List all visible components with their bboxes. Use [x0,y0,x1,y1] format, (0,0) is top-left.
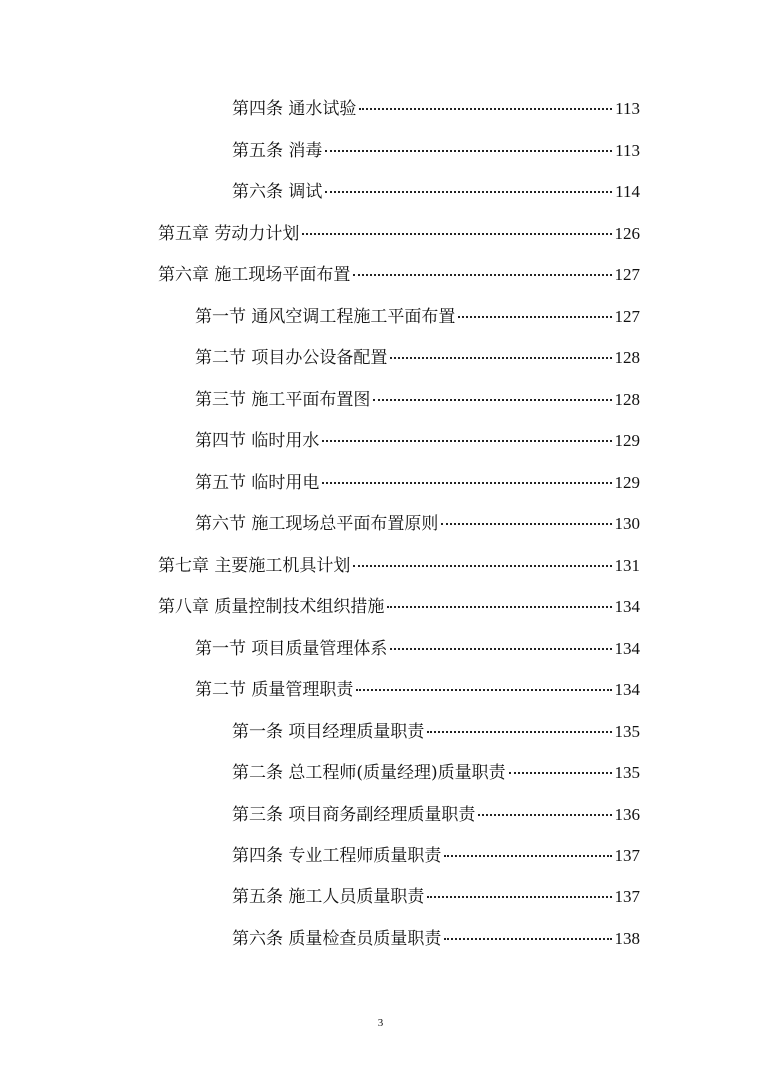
toc-entry[interactable] [195,472,640,494]
dot-leader [444,855,611,857]
toc-entry-page: 128 [614,390,640,409]
toc-entry[interactable] [232,928,640,950]
toc-entry[interactable] [195,347,640,369]
toc-entry-label: 第五节 临时用电 [195,473,320,493]
toc-entry-label: 第六条 调试 [232,182,323,202]
dot-leader [373,399,611,401]
toc-entry-page: 137 [614,846,640,865]
toc-entry-page: 113 [615,141,640,160]
toc-entry-page: 127 [614,265,640,284]
toc-entry-label: 第六节 施工现场总平面布置原则 [195,514,439,534]
toc-entry-page: 129 [614,431,640,450]
toc-entry-page: 134 [614,597,640,616]
toc-entry-page: 114 [615,182,640,201]
toc-entry-page: 128 [614,348,640,367]
toc-entry[interactable] [195,389,640,411]
dot-leader [441,523,611,525]
dot-leader [322,440,611,442]
dot-leader [353,274,611,276]
toc-entry-label: 第五条 施工人员质量职责 [232,887,425,907]
toc-entry-label: 第四节 临时用水 [195,431,320,451]
toc-entry-page: 126 [614,224,640,243]
dot-leader [359,108,612,110]
toc-entry-page: 130 [614,514,640,533]
toc-entry-page: 138 [614,929,640,948]
toc-entry[interactable] [195,679,640,701]
toc-entry-label: 第二节 项目办公设备配置 [195,348,388,368]
toc-entry-page: 129 [614,473,640,492]
toc-entry-page: 131 [614,556,640,575]
toc-entry[interactable] [232,845,640,867]
toc-entry-label: 第四条 通水试验 [232,99,357,119]
dot-leader [325,150,612,152]
dot-leader [458,316,611,318]
toc-entry[interactable] [232,762,640,784]
dot-leader [427,896,611,898]
toc-entry[interactable] [195,638,640,660]
toc-entry-page: 134 [614,639,640,658]
toc-entry-page: 137 [614,887,640,906]
toc-entry-label: 第二条 总工程师(质量经理)质量职责 [232,763,506,783]
dot-leader [478,814,611,816]
dot-leader [427,731,611,733]
toc-entry-page: 134 [614,680,640,699]
toc-entry[interactable] [195,430,640,452]
toc-entry-label: 第一条 项目经理质量职责 [232,722,425,742]
toc-entry[interactable] [195,306,640,328]
toc-entry-page: 135 [614,722,640,741]
page-number: 3 [377,1017,384,1029]
toc-entry-label: 第三条 项目商务副经理质量职责 [232,805,476,825]
toc-entry-page: 113 [615,99,640,118]
toc-entry-label: 第五条 消毒 [232,141,323,161]
toc-entry[interactable] [158,264,640,286]
toc-entry[interactable] [232,721,640,743]
toc-entry-page: 135 [614,763,640,782]
toc-entry-label: 第五章 劳动力计划 [158,224,300,244]
toc-entry-label: 第四条 专业工程师质量职责 [232,846,442,866]
toc-entry[interactable] [158,596,640,618]
toc-entry[interactable] [158,223,640,245]
toc-entry[interactable] [232,886,640,908]
toc-entry-label: 第八章 质量控制技术组织措施 [158,597,385,617]
dot-leader [322,482,611,484]
dot-leader [353,565,611,567]
dot-leader [390,648,611,650]
toc-entry-label: 第六章 施工现场平面布置 [158,265,351,285]
dot-leader [302,233,611,235]
toc-entry-page: 136 [614,805,640,824]
dot-leader [325,191,612,193]
toc-entry-label: 第二节 质量管理职责 [195,680,354,700]
toc-entry-label: 第一节 项目质量管理体系 [195,639,388,659]
toc-entry[interactable] [232,804,640,826]
toc-entry[interactable] [232,181,640,203]
dot-leader [390,357,611,359]
toc-entry[interactable] [158,555,640,577]
dot-leader [444,938,611,940]
toc-entry-page: 127 [614,307,640,326]
dot-leader [509,772,612,774]
toc-entry[interactable] [232,140,640,162]
toc-entry[interactable] [195,513,640,535]
dot-leader [387,606,611,608]
toc-entry-label: 第六条 质量检查员质量职责 [232,929,442,949]
dot-leader [356,689,611,691]
toc-entry-label: 第一节 通风空调工程施工平面布置 [195,307,456,327]
toc-entry-label: 第三节 施工平面布置图 [195,390,371,410]
toc-entry[interactable] [232,98,640,120]
toc-entry-label: 第七章 主要施工机具计划 [158,556,351,576]
